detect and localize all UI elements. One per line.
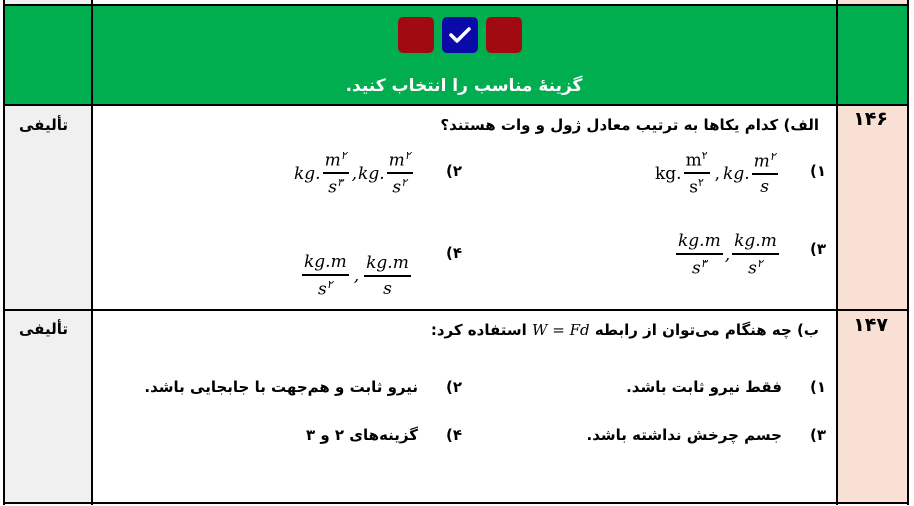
option-2-formula[interactable]: kg. $\frac{m^۲}{s^۳}$ , kg. $\frac{m^۲}{s^۲}$ bbox=[294, 149, 411, 198]
question-source: تألیفی bbox=[19, 116, 68, 134]
option-1-text[interactable]: فقط نیرو ثابت باشد. bbox=[626, 378, 782, 396]
row-divider bbox=[3, 104, 909, 106]
row-divider bbox=[3, 4, 909, 6]
option-label-2: ۲) bbox=[445, 162, 462, 180]
option-3-formula[interactable]: $\frac{kg.m}{s^۳}$ , $\frac{kg.m}{s^۲}$ bbox=[678, 231, 777, 279]
question-number: ۱۴۷ bbox=[853, 314, 888, 336]
option-1-formula[interactable]: kg. $\frac{m^۲}{s^۲}$ , kg. $\frac{m^۲}{s}$ bbox=[655, 149, 776, 198]
source-cell-147 bbox=[3, 311, 92, 503]
fraction: $\frac{kg.m}{s^۲}$ bbox=[304, 252, 347, 300]
question-text: ب) چه هنگام می‌توان از رابطه W = Fd استفاده کرد: bbox=[430, 321, 819, 339]
option-label-4: ۴) bbox=[445, 426, 462, 444]
option-3-text[interactable]: جسم چرخش نداشته باشد. bbox=[586, 426, 782, 444]
row-divider bbox=[3, 309, 909, 311]
fraction: $\frac{kg.m}{s}$ bbox=[366, 252, 409, 299]
row-divider bbox=[3, 502, 909, 504]
number-cell-146 bbox=[837, 106, 909, 311]
option-2-text[interactable]: نیرو ثابت و هم‌جهت با جابجایی باشد. bbox=[144, 378, 418, 396]
checkmark-icon bbox=[442, 17, 478, 53]
option-label-4: ۴) bbox=[445, 244, 462, 262]
option-label-1: ۱) bbox=[809, 378, 826, 396]
fraction: $\frac{m^۲}{s^۲}$ bbox=[685, 149, 708, 198]
option-label-3: ۳) bbox=[809, 426, 826, 444]
source-cell-146 bbox=[3, 106, 92, 311]
formula: W = Fd bbox=[532, 321, 590, 339]
question-text: الف) کدام یکاها به ترتیب معادل ژول و وات هستند؟ bbox=[440, 116, 819, 134]
option-box-icon bbox=[486, 17, 522, 53]
fraction: $\frac{m^۲}{s^۳}$ bbox=[324, 149, 347, 198]
fraction: $\frac{kg.m}{s^۲}$ bbox=[734, 231, 777, 279]
fraction: $\frac{m^۲}{s^۲}$ bbox=[388, 149, 411, 198]
column-divider bbox=[836, 0, 838, 505]
option-4-formula[interactable]: $\frac{kg.m}{s^۲}$ , $\frac{kg.m}{s}$ bbox=[304, 252, 409, 300]
column-divider bbox=[3, 0, 5, 505]
fraction: $\frac{kg.m}{s^۳}$ bbox=[678, 231, 721, 279]
option-box-icon bbox=[398, 17, 434, 53]
instruction-text: گزینهٔ مناسب را انتخاب کنید. bbox=[345, 76, 583, 96]
number-cell-147 bbox=[837, 311, 909, 503]
option-label-1: ۱) bbox=[809, 162, 826, 180]
option-label-3: ۳) bbox=[809, 240, 826, 258]
option-4-text[interactable]: گزینه‌های ۲ و ۳ bbox=[305, 426, 418, 444]
answer-icons bbox=[398, 17, 522, 53]
fraction: $\frac{m^۲}{s}$ bbox=[753, 149, 776, 198]
question-source: تألیفی bbox=[19, 320, 68, 338]
column-divider bbox=[907, 0, 909, 505]
question-number: ۱۴۶ bbox=[853, 108, 888, 130]
column-divider bbox=[91, 0, 93, 505]
option-label-2: ۲) bbox=[445, 378, 462, 396]
